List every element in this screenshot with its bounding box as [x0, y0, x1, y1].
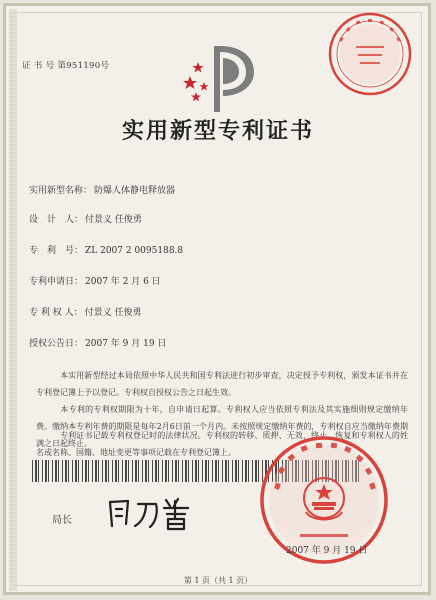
- field-patent-number: [29, 243, 183, 256]
- body-paragraph-2-text: 本专利的专利权期限为十年，自申请日起算。专利权人应当依照专利法及其实施细则规定缴纳年费。缴纳本专利年费的期限是每年2月6日前一个月内。未按照规定缴纳年费的，专利权自应当缴纳年费期满之日起终止。: [36, 405, 408, 448]
- issue-date: 2007 年 9 月 19 日: [286, 546, 368, 556]
- field-value: 防爆人体静电释放器: [94, 186, 176, 196]
- field-application-date: [29, 274, 161, 287]
- field-label: 专 利 号：: [29, 246, 84, 256]
- field-label: 专 利 权 人：: [29, 308, 83, 318]
- field-label: 授权公告日：: [29, 339, 84, 349]
- field-designer: [29, 212, 142, 225]
- director-label: 局长: [52, 515, 72, 526]
- decorative-border: [9, 9, 17, 591]
- certificate-title: 实用新型专利证书: [121, 118, 314, 144]
- field-label: 实用新型名称：: [29, 186, 93, 196]
- body-paragraph-1-text: 本实用新型经过本局依照中华人民共和国专利法进行初步审查，决定授予专利权，颁发本证书并在专利登记簿上予以登记。专利权自授权公告之日起生效。: [36, 371, 408, 397]
- registration-seal-icon: [326, 10, 414, 98]
- field-value: 2007 年 9 月 19 日: [85, 339, 167, 349]
- patent-office-logo-icon: [176, 38, 258, 116]
- body-paragraph-1: [36, 367, 408, 401]
- body-paragraph-3-text: 专利证书记载专利权登记时的法律状况。专利权的转移、质押、无效、终止、恢复和专利权人的姓名或名称、国籍、地址变更等事项记载在专利登记簿上。: [36, 431, 408, 457]
- field-value: 付景义 任俊勇: [84, 308, 142, 318]
- page-number: 第 1 页（共 1 页）: [183, 576, 253, 585]
- field-patentee: [29, 305, 141, 318]
- certificate-number: 证 书 号 第951190号: [22, 61, 110, 71]
- field-grant-announcement-date: [29, 336, 166, 349]
- handwritten-signature-icon: [104, 492, 194, 532]
- field-value: 2007 年 2 月 6 日: [85, 277, 161, 287]
- field-utility-model-name: [29, 183, 175, 196]
- field-label: 专利申请日：: [29, 277, 84, 287]
- field-label: 设 计 人：: [29, 215, 84, 225]
- field-value: ZL 2007 2 0095188.8: [85, 246, 184, 256]
- field-value: 付景义 任俊勇: [85, 215, 142, 225]
